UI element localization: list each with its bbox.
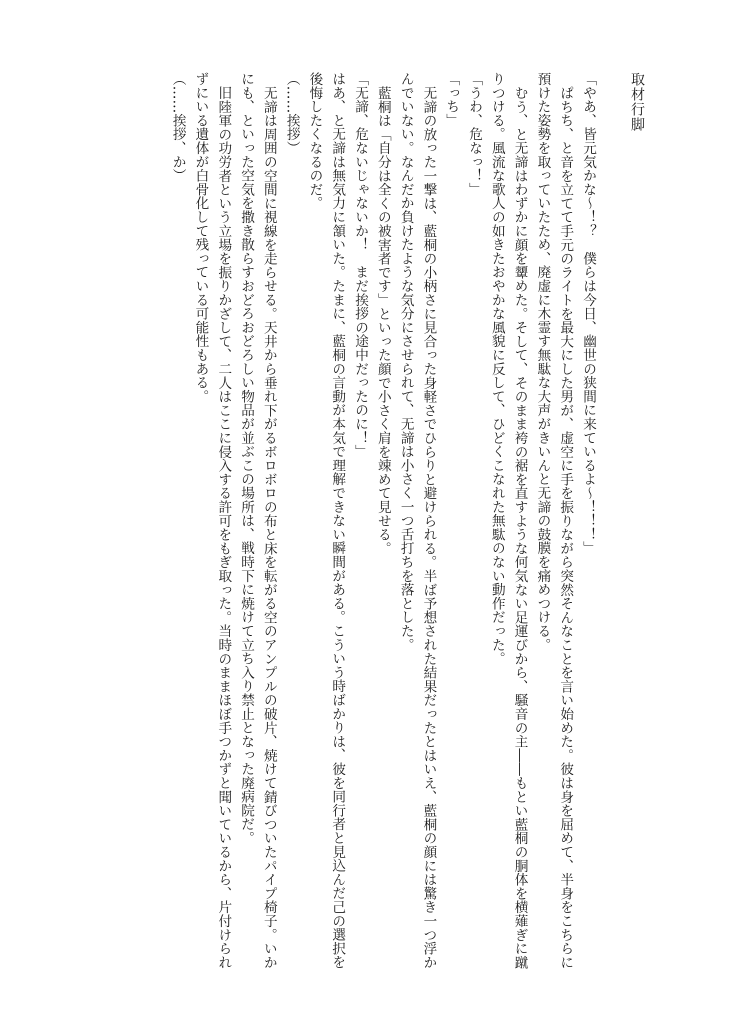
paragraph: 旧陸軍の功労者という立場を振りかざして、二人はここに侵入する許可をもぎ取った。当時のままほぼ手つかずと聞いているから、片付けられずにいる遺体が白骨化して残っている可能性もある。 xyxy=(192,72,232,969)
paragraph: 无諦の放った一撃は、藍桐の小柄さに見合った身軽さでひらりと避けられる。半ば予想された結果だったとはいえ、藍桐の顔には驚き一つ浮かんでいない。なんだか負けたような気分にさせられて、无諦は小さく一つ舌打ちを落とした。 xyxy=(397,72,437,969)
paragraph: 「っち」 xyxy=(443,72,460,128)
paragraph: 「うわ、危なっ！」 xyxy=(466,72,483,197)
paragraph: 无諦は周囲の空間に視線を走らせる。天井から垂れ下がるボロボロの布と床を転がる空のアンプルの破片、焼けて錆びついたパイプ椅子。いかにも、といった空気を撒き散らすおどろおどろしい物品が並ぶこの場所は、戦時下に焼けて立ち入り禁止となった廃病院だ。 xyxy=(238,72,277,969)
paragraph: 藍桐は「自分は全くの被害者です」といった顔で小さく肩を竦めて見せる。 xyxy=(374,85,391,555)
paragraph: （……挨拶、か） xyxy=(169,72,186,183)
paragraph: むう、と无諦はわずかに顔を顰めた。そして、そのまま袴の裾を直すような何気ない足運びから、騒音の主――もとい藍桐の胴体を横薙ぎに蹴りつける。風流な歌人の如きたおやかな風貌に反して、ひどくこなれた無駄のない動作だった。 xyxy=(488,72,528,969)
page-title: 取材行脚 xyxy=(629,72,645,132)
paragraph: ぱちち、と音を立てて手元のライトを最大にした男が、虚空に手を振りながら突然そんなことを言い始めた。彼は身を屈めて、半身をこちらに預けた姿勢を取っていたため、廃虚に木霊す無駄な大声がきいんと无諦の鼓膜を痛めつける。 xyxy=(534,72,574,969)
paragraph: （……挨拶） xyxy=(283,72,300,155)
paragraph: 「やあ、皆元気かな〜！？ 僕らは今日、幽世の狭間に来ているよ〜！！！」 xyxy=(580,72,596,555)
body-text xyxy=(79,72,599,972)
paragraph: 「无諦、危ないじゃないか！ まだ挨拶の途中だったのに！」 xyxy=(352,72,369,459)
paragraph: はあ、と无諦は無気力に頷いた。たまに、藍桐の言動が本気で理解できない瞬間がある。こういう時ばかりは、彼を同行者と見込んだ己の選択を後悔したくなるのだ。 xyxy=(306,72,346,969)
